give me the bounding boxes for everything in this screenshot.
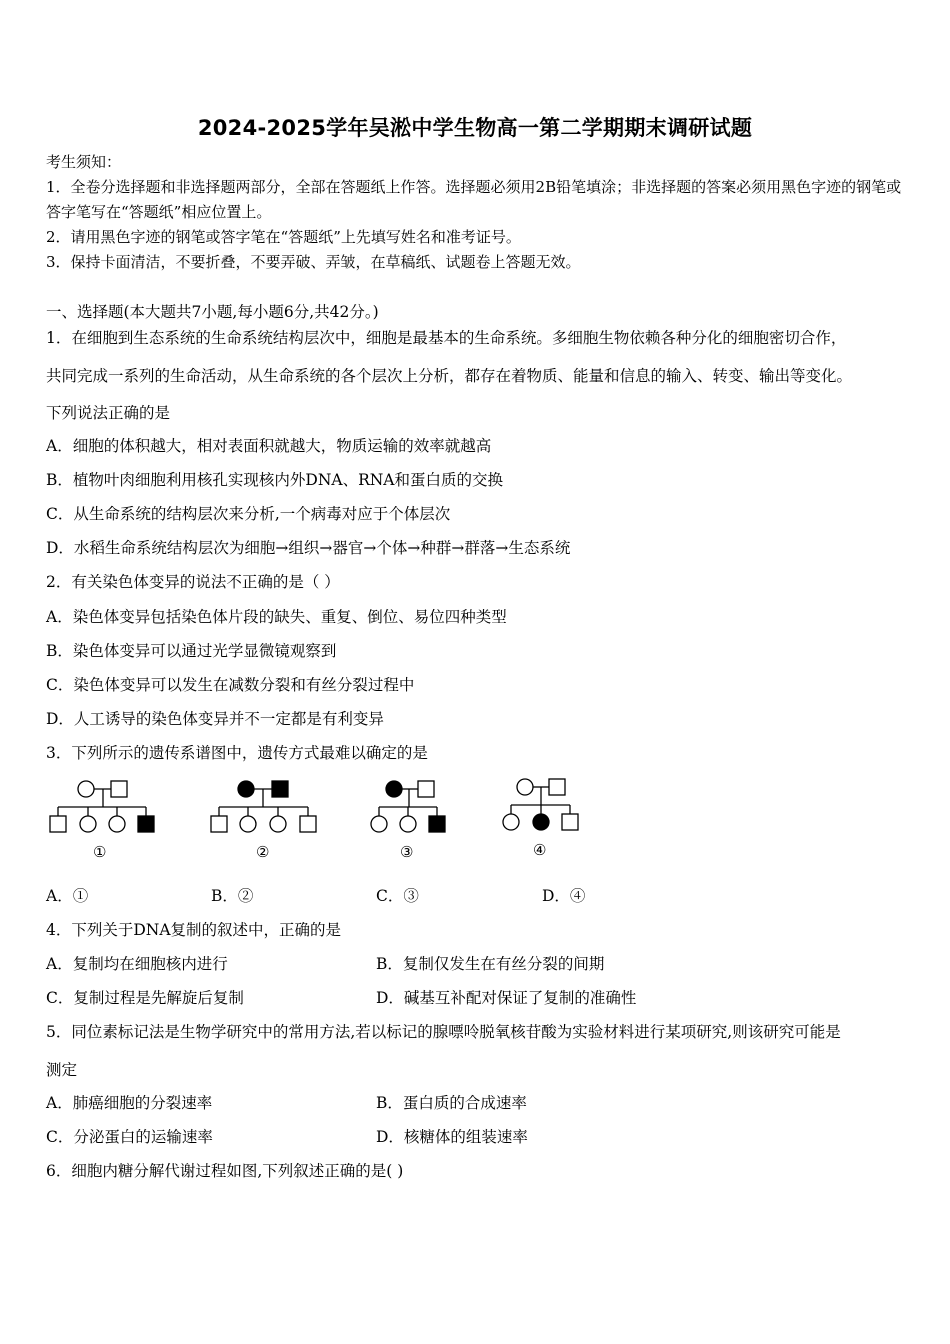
pedigree-3-figure <box>365 775 455 837</box>
pedigree-2-child-2 <box>240 816 256 832</box>
section-heading: 一、选择题(本大题共7小题,每小题6分,共42分。) <box>46 303 379 321</box>
q5-stem-line1: 5．同位素标记法是生物学研究中的常用方法,若以标记的腺嘌呤脱氧核苷酸为实验材料进行某项研究,则该研究可能是 <box>46 1023 841 1041</box>
pedigree-2-label: ② <box>256 843 270 861</box>
q1-stem-line2: 共同完成一系列的生命活动，从生命系统的各个层次上分析，都存在着物质、能量和信息的输入、转变、输出等变化。 <box>46 367 853 385</box>
pedigree-3-child-3-affected <box>429 816 445 832</box>
q4-option-d: D．碱基互补配对保证了复制的准确性 <box>376 989 637 1007</box>
q5-option-c: C．分泌蛋白的运输速率 <box>46 1128 213 1146</box>
q2-option-a: A．染色体变异包括染色体片段的缺失、重复、倒位、易位四种类型 <box>46 608 507 626</box>
pedigree-1-figure <box>46 775 161 837</box>
q5-option-b: B．蛋白质的合成速率 <box>376 1094 527 1112</box>
pedigree-1-child-3 <box>109 816 125 832</box>
page-title: 2024-2025学年吴淞中学生物高一第二学期期末调研试题 <box>197 116 753 140</box>
q3-stem: 3．下列所示的遗传系谱图中，遗传方式最难以确定的是 <box>46 744 428 762</box>
q4-stem: 4．下列关于DNA复制的叙述中，正确的是 <box>46 921 342 939</box>
q1-stem-line1: 1．在细胞到生态系统的生命系统结构层次中，细胞是最基本的生命系统。多细胞生物依赖各种分化的细胞密切合作， <box>46 329 847 347</box>
pedigree-2-child-3 <box>270 816 286 832</box>
q4-option-c: C．复制过程是先解旋后复制 <box>46 989 244 1007</box>
pedigree-3-father <box>418 781 434 797</box>
pedigree-1-mother <box>78 781 94 797</box>
pedigree-4-figure <box>497 773 587 835</box>
pedigree-2-child-1 <box>211 816 227 832</box>
pedigree-3-mother-affected <box>386 781 402 797</box>
pedigree-1-label: ① <box>93 843 107 861</box>
notice-item-2: 2．请用黑色字迹的钢笔或答字笔在“答题纸”上先填写姓名和准考证号。 <box>46 228 521 246</box>
pedigree-4-child-3 <box>562 814 578 830</box>
q2-stem: 2．有关染色体变异的说法不正确的是（ ） <box>46 573 340 591</box>
pedigree-4-mother <box>517 779 533 795</box>
pedigree-3-label: ③ <box>400 843 414 861</box>
pedigree-1-father <box>111 781 127 797</box>
notice-item-1: 1．全卷分选择题和非选择题两部分，全部在答题纸上作答。选择题必须用2B铅笔填涂；非选择题的答案必须用黑色字迹的钢笔或答字笔写在“答题纸”相应位置上。 <box>46 178 902 221</box>
notice-item-3: 3．保持卡面清洁，不要折叠，不要弄破、弄皱，在草稿纸、试题卷上答题无效。 <box>46 253 581 271</box>
q2-option-b: B．染色体变异可以通过光学显微镜观察到 <box>46 642 337 660</box>
pedigree-3-child-1 <box>371 816 387 832</box>
pedigree-2-child-4 <box>300 816 316 832</box>
q2-option-c: C．染色体变异可以发生在减数分裂和有丝分裂过程中 <box>46 676 415 694</box>
q3-option-d: D．④ <box>542 887 586 905</box>
pedigree-4-child-2-affected <box>533 814 549 830</box>
q5-option-d: D．核糖体的组装速率 <box>376 1128 528 1146</box>
q1-option-a: A．细胞的体积越大，相对表面积就越大，物质运输的效率就越高 <box>46 437 492 455</box>
q4-option-b: B．复制仅发生在有丝分裂的间期 <box>376 955 605 973</box>
q1-stem-line3: 下列说法正确的是 <box>46 404 171 422</box>
pedigree-2-figure <box>205 775 325 837</box>
pedigree-4-father <box>549 779 565 795</box>
q4-option-a: A．复制均在细胞核内进行 <box>46 955 228 973</box>
pedigree-3-child-2 <box>400 816 416 832</box>
q1-option-d: D．水稻生命系统结构层次为细胞→组织→器官→个体→种群→群落→生态系统 <box>46 539 571 557</box>
q6-stem: 6．细胞内糖分解代谢过程如图,下列叙述正确的是( ) <box>46 1162 404 1180</box>
pedigree-1-child-4-affected <box>138 816 154 832</box>
pedigree-1-child-2 <box>80 816 96 832</box>
pedigree-4-label: ④ <box>533 841 547 859</box>
notice-heading: 考生须知： <box>46 153 122 171</box>
q5-stem-line2: 测定 <box>46 1061 78 1079</box>
q2-option-d: D．人工诱导的染色体变异并不一定都是有利变异 <box>46 710 384 728</box>
q5-option-a: A．肺癌细胞的分裂速率 <box>46 1094 213 1112</box>
q1-option-c: C．从生命系统的结构层次来分析,一个病毒对应于个体层次 <box>46 505 451 523</box>
q1-option-b: B．植物叶肉细胞利用核孔实现核内外DNA、RNA和蛋白质的交换 <box>46 471 504 489</box>
pedigree-4-child-1 <box>503 814 519 830</box>
pedigree-2-mother-affected <box>238 781 254 797</box>
pedigree-1-child-1 <box>50 816 66 832</box>
q3-option-c: C．③ <box>376 887 419 905</box>
q3-option-a: A．① <box>46 887 89 905</box>
pedigree-2-father-affected <box>272 781 288 797</box>
q3-option-b: B．② <box>211 887 254 905</box>
